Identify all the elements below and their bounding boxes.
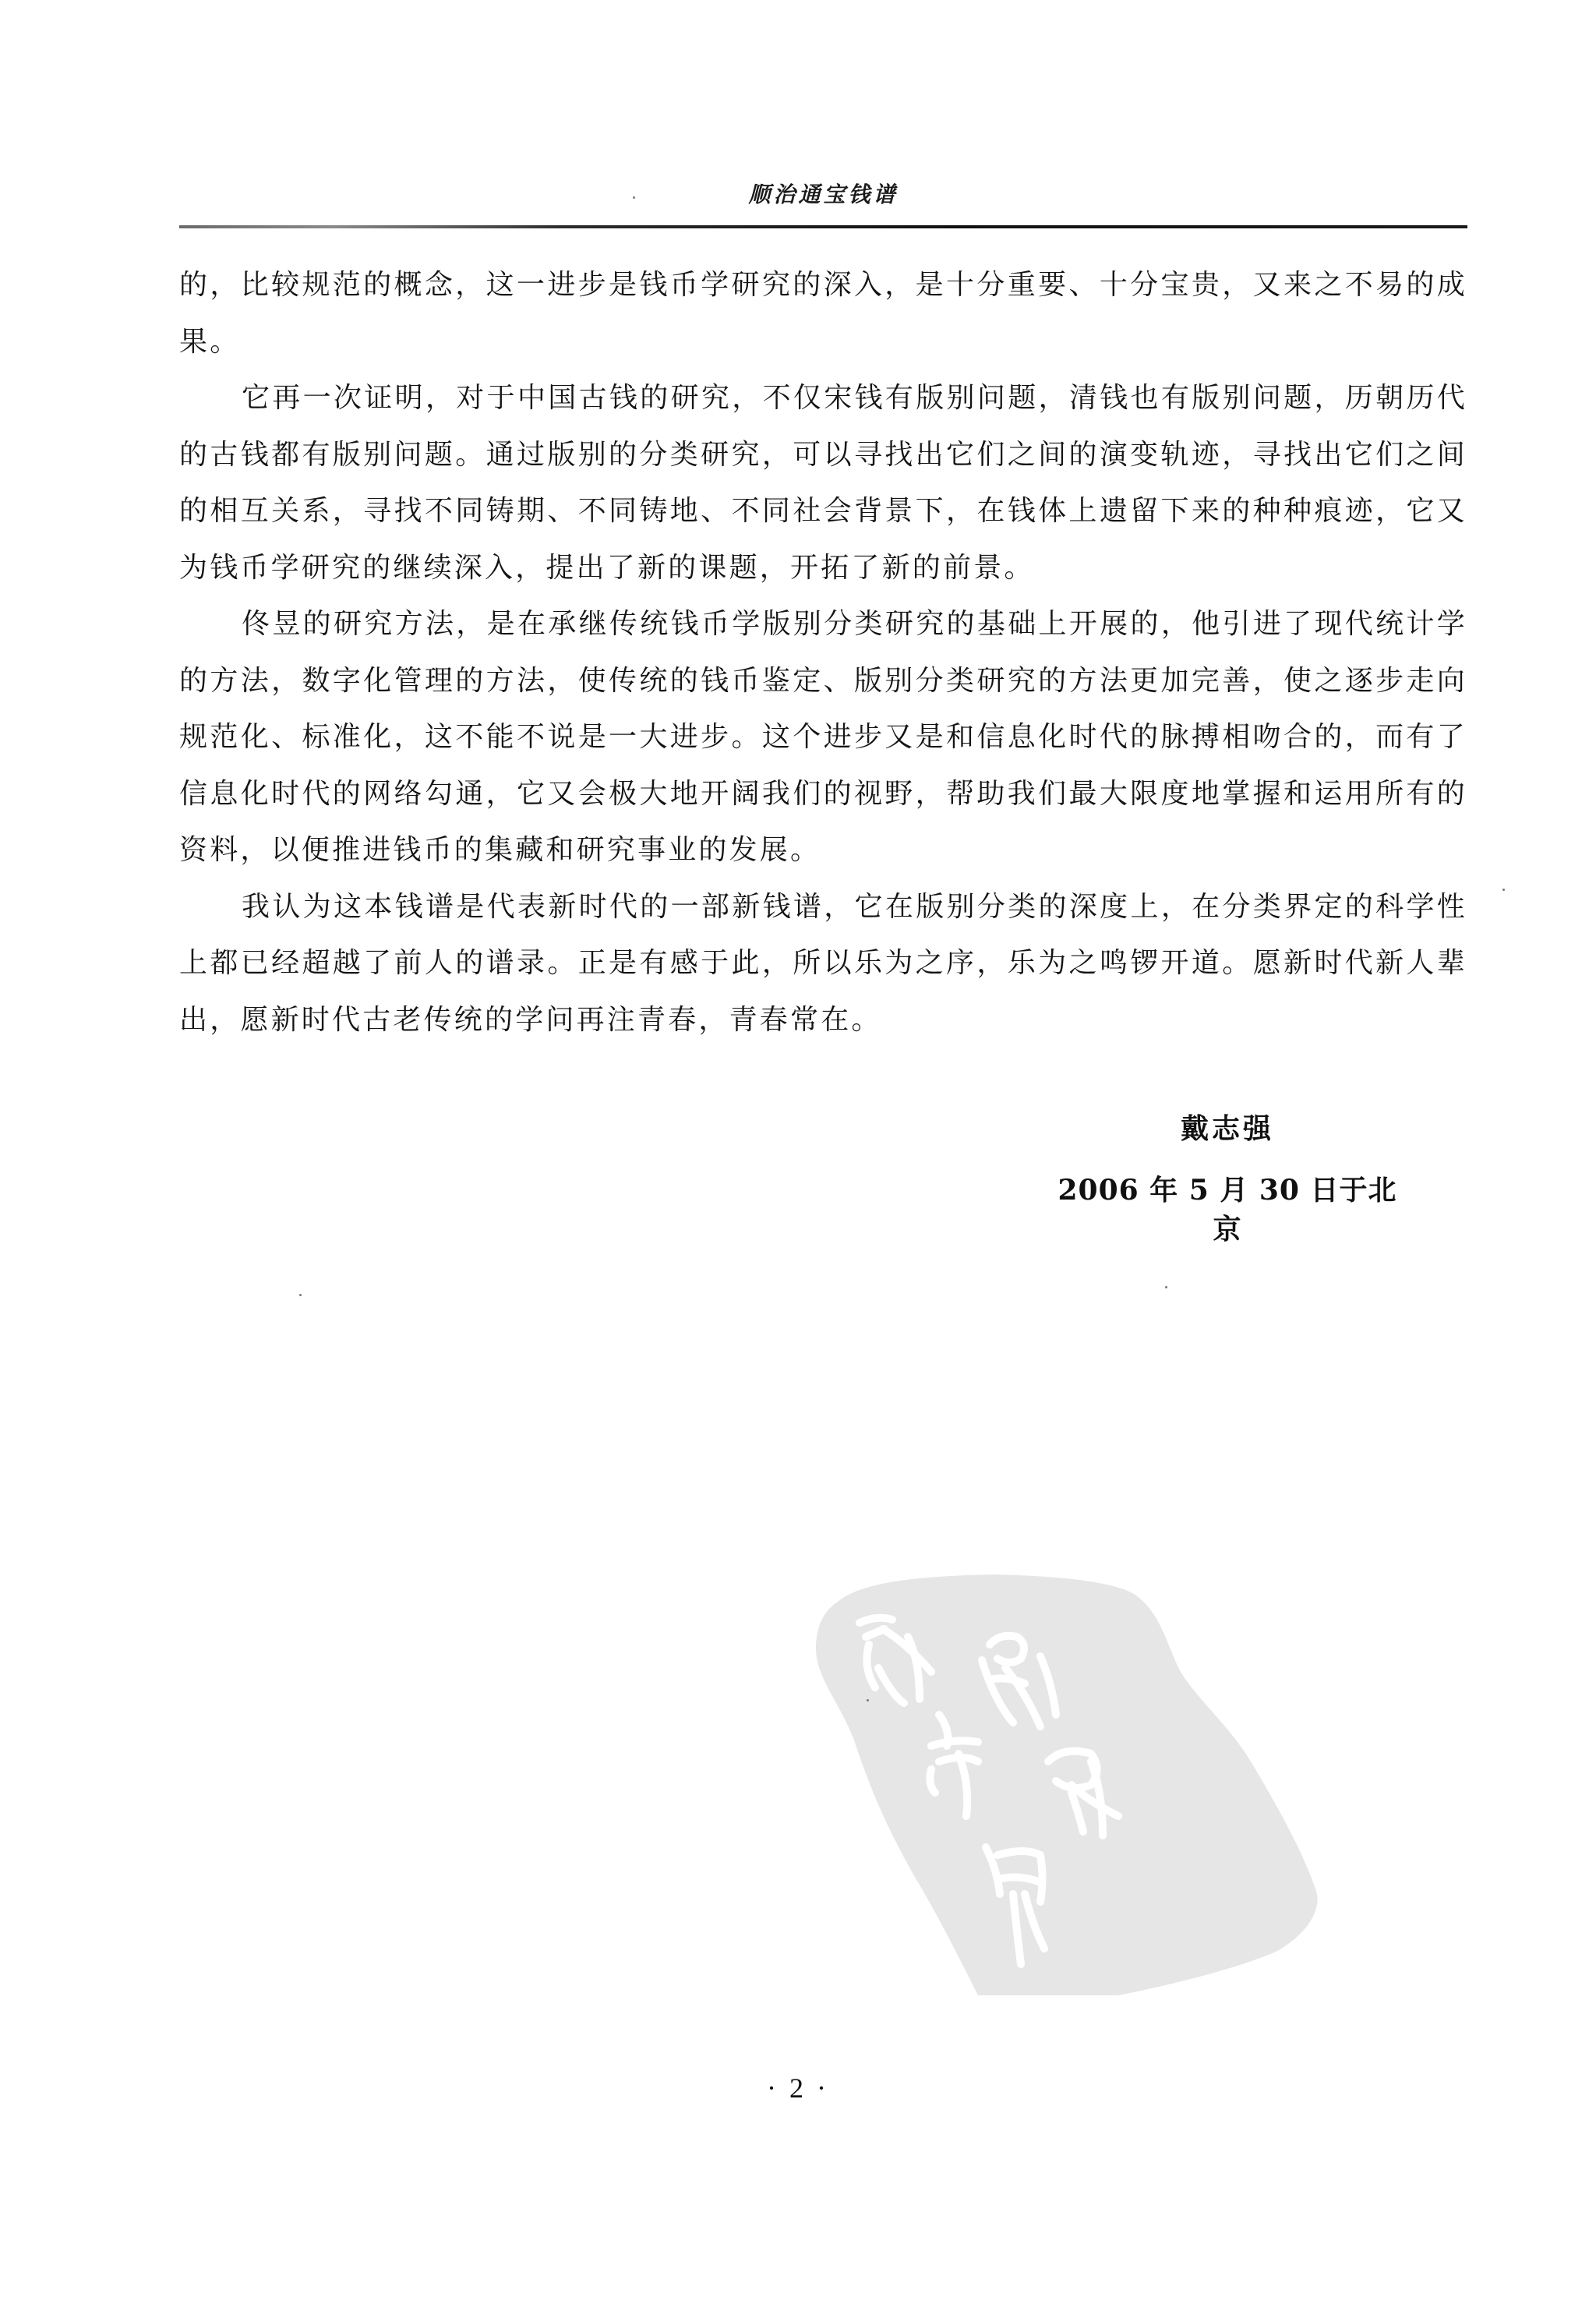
seal-stamp-icon bbox=[791, 1528, 1321, 1995]
scan-speck bbox=[633, 196, 635, 199]
body-text bbox=[179, 257, 1467, 1048]
date-place: 2006 年 5 月 30 日于北京 bbox=[1058, 1174, 1397, 1246]
paragraph-2: 它再一次证明，对于中国古钱的研究，不仅宋钱有版别问题，清钱也有版别问题，历朝历代的古钱都有版别问题。通过版别的分类研究，可以寻找出它们之间的演变轨迹，寻找出它们之间的相互关系，寻找不同铸期、不同铸地、不同社会背景下，在钱体上遗留下来的种种痕迹，它又为钱币学研究的继续深入，提出了新的课题，开拓了新的前景。 bbox=[179, 382, 1467, 584]
scan-speck bbox=[867, 1699, 869, 1701]
author-name: 戴志强 bbox=[1180, 1113, 1274, 1145]
header-rule bbox=[179, 225, 1467, 228]
paragraph-1: 的，比较规范的概念，这一进步是钱币学研究的深入，是十分重要、十分宝贵，又来之不易的成果。 bbox=[179, 269, 1467, 358]
page-number: · 2 · bbox=[767, 2073, 829, 2104]
scan-speck bbox=[1165, 1286, 1167, 1288]
running-header-title: 顺治通宝钱谱 bbox=[748, 182, 899, 207]
signature-block bbox=[1044, 1110, 1411, 1249]
paragraph-3: 佟昱的研究方法，是在承继传统钱币学版别分类研究的基础上开展的，他引进了现代统计学的方法，数字化管理的方法，使传统的钱币鉴定、版别分类研究的方法更加完善，使之逐步走向规范化、标准化，这不能不说是一大进步。这个进步又是和信息化时代的脉搏相吻合的，而有了信息化时代的网络勾通，它又会极大地开阔我们的视野，帮助我们最大限度地掌握和运用所有的资料，以便推进钱币的集藏和研究事业的发展。 bbox=[179, 608, 1467, 866]
paragraph-4: 我认为这本钱谱是代表新时代的一部新钱谱，它在版别分类的深度上，在分类界定的科学性上都已经超越了前人的谱录。正是有感于此，所以乐为之序，乐为之鸣锣开道。愿新时代新人辈出，愿新时代古老传统的学问再注青春，青春常在。 bbox=[179, 890, 1467, 1036]
scan-speck bbox=[1502, 889, 1505, 891]
scan-speck bbox=[299, 1294, 302, 1296]
